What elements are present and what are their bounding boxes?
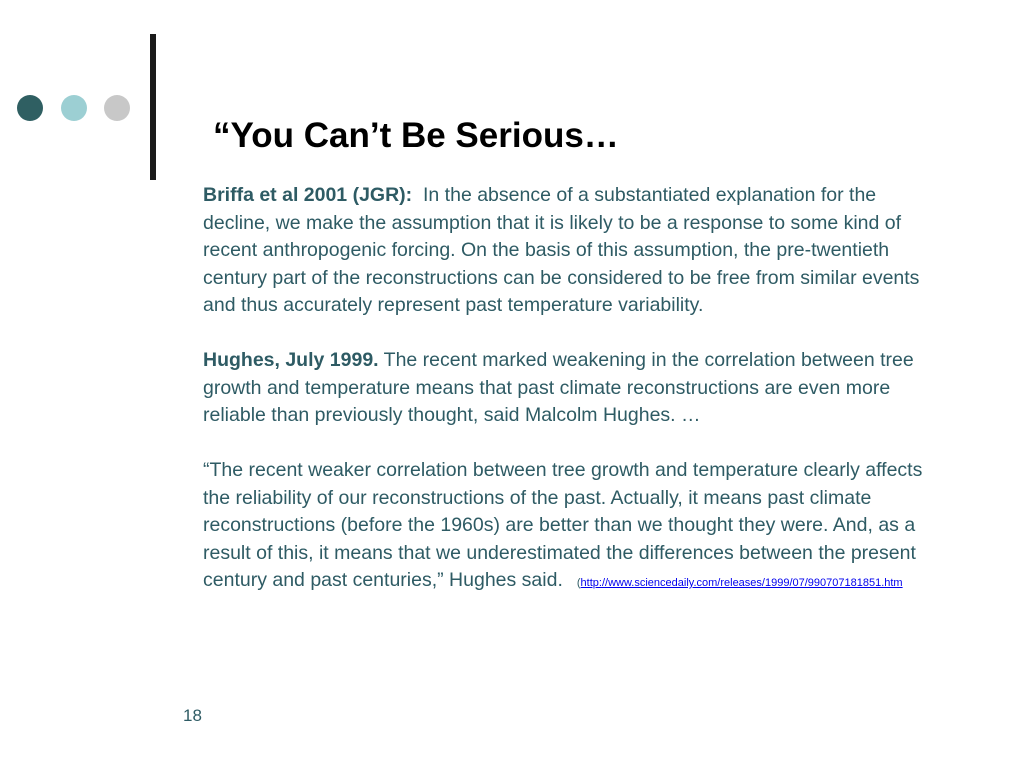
slide-title: “You Can’t Be Serious… [213, 116, 619, 155]
paragraph-hughes [203, 347, 938, 430]
decorative-dot-gray [104, 95, 130, 121]
decorative-dot-light [61, 95, 87, 121]
slide-body [203, 182, 938, 625]
source-link[interactable]: http://www.sciencedaily.com/releases/1999/07/990707181851.htm [580, 577, 903, 589]
paragraph-hughes-quote [203, 457, 938, 598]
citation-hughes: Hughes, July 1999. [203, 349, 379, 371]
quote-hughes: The recent marked weakening in the correlation between tree growth and temperature means that past climate reconstructions are even more reliable than previously thought, said Malcolm Hughes. … [203, 349, 914, 426]
page-number: 18 [183, 706, 202, 725]
source-open-paren: ( [576, 577, 581, 589]
quote-briffa: In the absence of a substantiated explanation for the decline, we make the assumption that it is likely to be a response to some kind of recent anthropogenic forcing. On the basis of this assumption, the pre-twentieth century part of the reconstructions can be considered to be free from similar events and thus accurately represent past temperature variability. [203, 184, 920, 316]
vertical-divider [150, 34, 156, 180]
source-reference [577, 577, 903, 589]
quote-hughes-full: “The recent weaker correlation between tree growth and temperature clearly affects the reliability of our reconstructions of the past. Actually, it means past climate reconstructions (before the 1960s) are better than we thought they were. And, as a result of this, it means that we underestimated the differences between the present century and past centuries,” Hughes said. [203, 459, 923, 591]
decorative-dot-dark [17, 95, 43, 121]
citation-briffa: Briffa et al 2001 (JGR): [203, 184, 413, 206]
paragraph-briffa [203, 182, 938, 320]
